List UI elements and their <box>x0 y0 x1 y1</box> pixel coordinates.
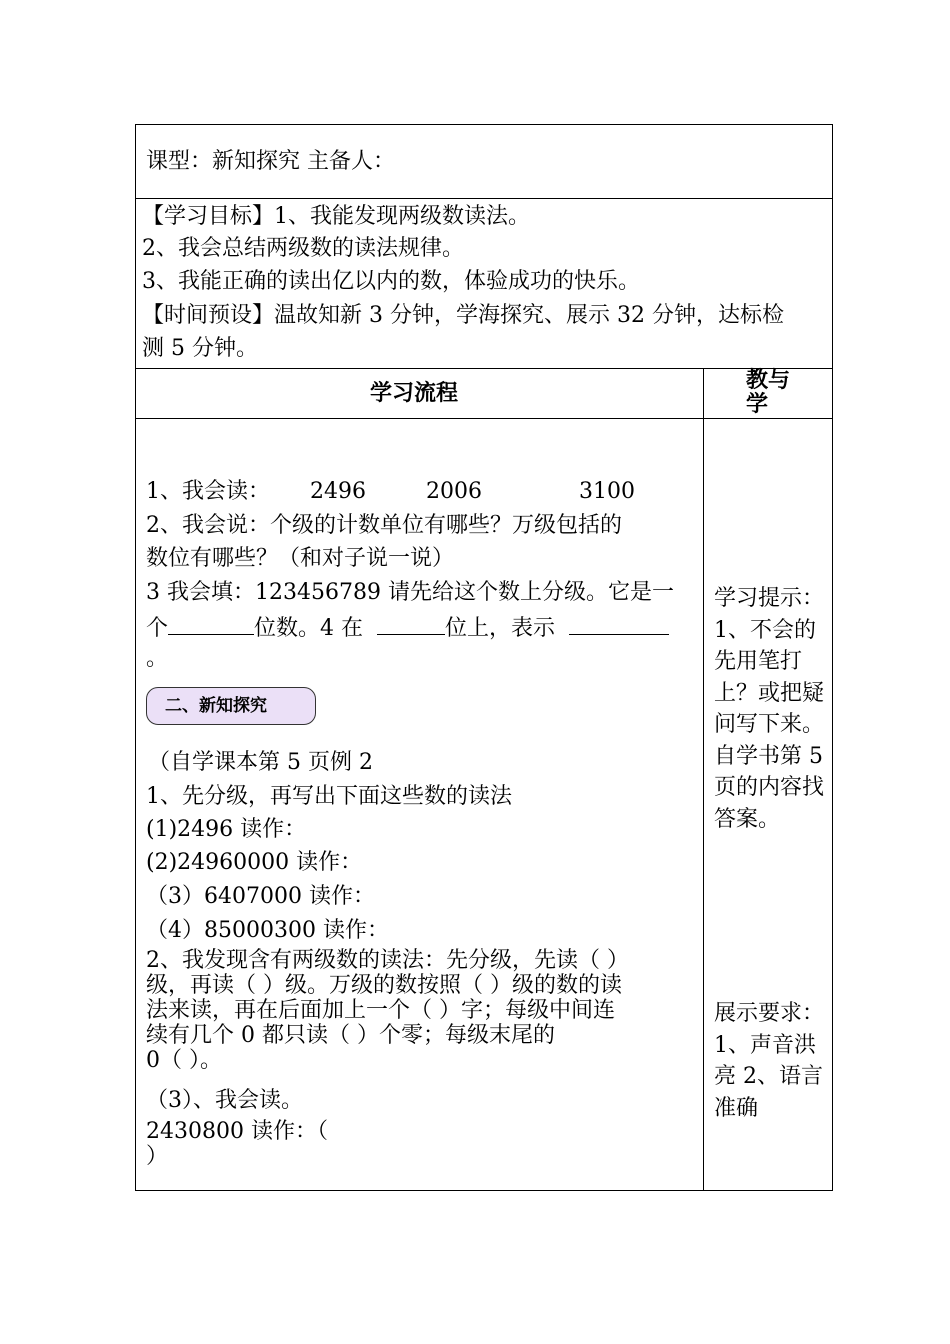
review-q1-num-1: 2496 <box>310 479 366 504</box>
section-intro: （自学课本第 5 页例 2 <box>148 750 373 775</box>
lesson-plan-table <box>135 124 833 1191</box>
review-q3-b: 位数。4 在 <box>254 616 364 641</box>
task-3: （3）、我会读。 <box>146 1088 303 1113</box>
flow-header: 学习流程 <box>370 381 459 406</box>
time-line-2: 测 5 分钟。 <box>142 336 258 361</box>
course-type: 课型：新知探究 主备人： <box>146 149 395 174</box>
teach-header-2: 学 <box>746 392 769 417</box>
review-q2-line-2: 数位有哪些？（和对子说一说） <box>146 546 455 571</box>
review-q3-a: 个 <box>146 616 169 641</box>
task-1-item-2: (2)24960000 读作： <box>146 850 363 875</box>
task-2-line-4: 续有几个 0 都只读（ ）个零；每级末尾的 <box>146 1023 555 1048</box>
review-q3-c: 位上，表示 <box>445 616 556 641</box>
goal-line-1: 【学习目标】1、我能发现两级数读法。 <box>142 204 530 229</box>
task-1: 1、先分级，再写出下面这些数的读法 <box>146 784 512 809</box>
blank-place[interactable] <box>377 610 445 635</box>
task-3-q2: ） <box>146 1144 169 1169</box>
teach-header-1: 教与 <box>746 368 791 393</box>
task-1-item-4: （4）85000300 读作： <box>146 918 389 943</box>
sidebar-tips: 学习提示：1、不会的先用笔打上？或把疑问写下来。自学书第 5 页的内容找答案。 <box>714 586 825 832</box>
review-q1-label: 1、我会读： <box>146 479 270 504</box>
table-header-row <box>136 369 832 419</box>
task-3-q1: 2430800 读作：（ <box>146 1119 328 1144</box>
section-badge: 二、新知探究 <box>146 687 316 725</box>
review-q3-line-2 <box>146 610 669 645</box>
review-q2-line-1: 2、我会说：个级的计数单位有哪些？万级包括的 <box>146 513 622 538</box>
sidebar-show: 展示要求：1、声音洪亮 2、语言准确 <box>714 1001 825 1121</box>
content-row <box>136 419 832 1191</box>
time-line-1: 【时间预设】温故知新 3 分钟，学海探究、展示 32 分钟，达标检 <box>142 303 784 328</box>
task-1-item-1: (1)2496 读作： <box>146 817 307 842</box>
review-q1-num-3: 3100 <box>579 479 635 504</box>
blank-digits[interactable] <box>168 610 254 635</box>
task-2-line-2: 级，再读（ ）级。万级的数按照（ ）级的数的读 <box>146 973 622 998</box>
task-2-line-3: 法来读，再在后面加上一个（ ）字；每级中间连 <box>146 998 615 1023</box>
review-q1-num-2: 2006 <box>426 479 482 504</box>
goal-line-3: 3、我能正确的读出亿以内的数，体验成功的快乐。 <box>142 269 640 294</box>
blank-meaning[interactable] <box>569 610 669 635</box>
goals-row <box>136 199 832 369</box>
task-1-item-3: （3）6407000 读作： <box>146 884 375 909</box>
review-q3-end: 。 <box>146 646 169 671</box>
goal-line-2: 2、我会总结两级数的读法规律。 <box>142 236 464 261</box>
task-2-line-5: 0（ ）。 <box>146 1048 222 1073</box>
course-info-row <box>136 125 832 199</box>
review-q3-line-1: 3 我会填：123456789 请先给这个数上分级。它是一 <box>146 580 674 605</box>
task-2-line-1: 2、我发现含有两级数的读法：先分级，先读（ ） <box>146 948 629 973</box>
